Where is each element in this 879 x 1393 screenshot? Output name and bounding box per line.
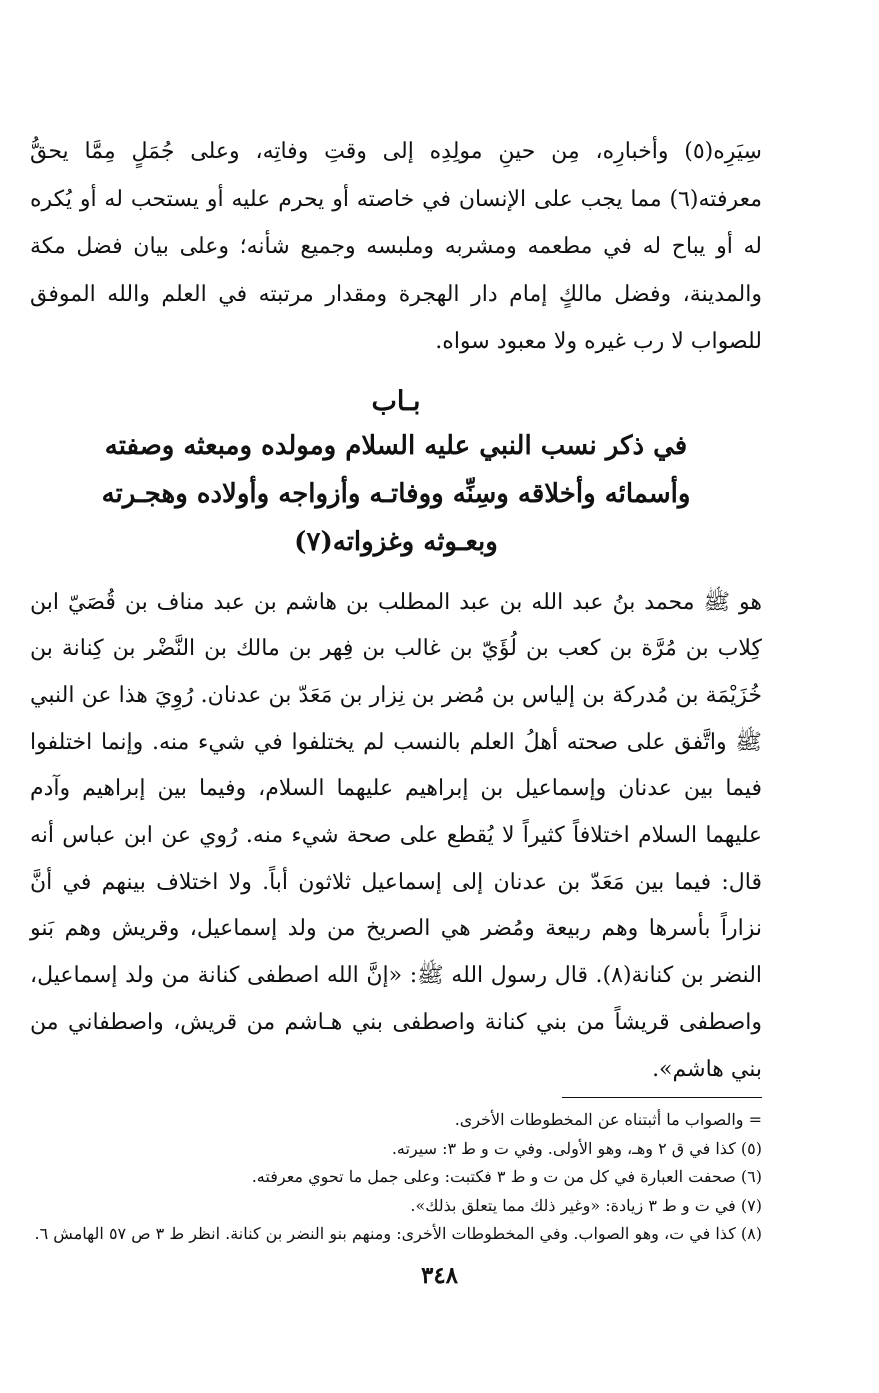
footnote-6: (٦) صحفت العبارة في كل من ت و ط ٣ فكتبت: وعلى جمل ما تحوي معرفته. <box>251 1167 762 1187</box>
chapter-title-line-2: وأسمائه وأخلاقه وسِنِّه ووفاتـه وأزواجه وأولاده وهجـرته <box>101 478 691 509</box>
book-page <box>30 128 762 1249</box>
chapter-label: بـاب <box>371 385 421 417</box>
intro-paragraph: سِيَرِه(٥) وأخبارِه، مِن حينِ مولِدِه إلى وقتِ وفاتِه، وعلى جُمَلٍ مِمَّا يحقُّ معرفته(٦) مما يجب على الإنسان في خاصته أو يحرم عليه أو يستحب له أو يُكره له أو يباح له في مطعمه ومشربه وملبسه وجميع شأنه؛ وعلى بيان فضل مكة والمدينة، وفضل مالكٍ إمام دار الهجرة ومقدار مرتبته في العلم والله الموفق للصواب لا رب غيره ولا معبود سواه. <box>30 139 762 354</box>
chapter-title-line-1: في ذكر نسب النبي عليه السلام ومولده ومبعثه وصفته <box>104 430 688 461</box>
chapter-title-line-3: وبعـوثه وغزواته(٧) <box>294 526 498 557</box>
footnote-5: (٥) كذا في ق ٢ وهـ، وهو الأولى. وفي ت و ط ٣: سيرته. <box>391 1138 762 1158</box>
main-paragraph: هو ﷺ محمد بنُ عبد الله بن عبد المطلب بن هاشم بن عبد مناف بن قُصَيّ ابن كِلاب بن مُرَّة بن كعب بن لُؤَيّ بن غالب بن فِهر بن مالك بن النَّضْر بن كِنانة بن خُزَيْمَة بن مُدركة بن إلياس بن مُضر بن نِزار بن مَعَدّ بن عدنان. رُوِيَ هذا عن النبي ﷺ واتَّفق على صحته أهلُ العلم بالنسب لم يختلفوا في شيء منه. وإنما اختلفوا فيما بين عدنان وإسماعيل بن إبراهيم عليهما السلام، وفيما بين إبراهيم وآدم عليهما السلام اختلافاً كثيراً لا يُقطع على صحة شيء منه. رُوي عن ابن عباس أنه قال: فيما بين مَعَدّ بن عدنان إلى إسماعيل ثلاثون أباً. ولا اختلاف بينهم في أنَّ نزاراً بأسرها وهم ربيعة ومُضر هي الصريخ من ولد إسماعيل، وقريش وهم بَنو النضر بن كنانة(٨). قال رسول الله ﷺ: «إنَّ الله اصطفى كنانة من ولد إسماعيل، واصطفى قريشاً من بني كنانة واصطفى بني هـاشم من قريش، واصطفاني من بني هاشم». <box>30 589 763 1082</box>
footnote-continuation: = والصواب ما أثبتناه عن المخطوطات الأخرى. <box>454 1110 762 1130</box>
footnote-7: (٧) في ت و ط ٣ زيادة: «وغير ذلك مما يتعلق بذلك». <box>410 1195 762 1215</box>
footnote-divider-wrap <box>30 1093 762 1106</box>
page-number: ٣٤٨ <box>420 1262 459 1289</box>
footnote-8: (٨) كذا في ت، وهو الصواب. وفي المخطوطات الأخرى: ومنهم بنو النضر بن كنانة. انظر ط ٣ ص ٥٧ الهامش ٦. <box>34 1224 762 1244</box>
footnote-divider <box>562 1097 762 1098</box>
footnotes-list <box>30 1106 762 1249</box>
